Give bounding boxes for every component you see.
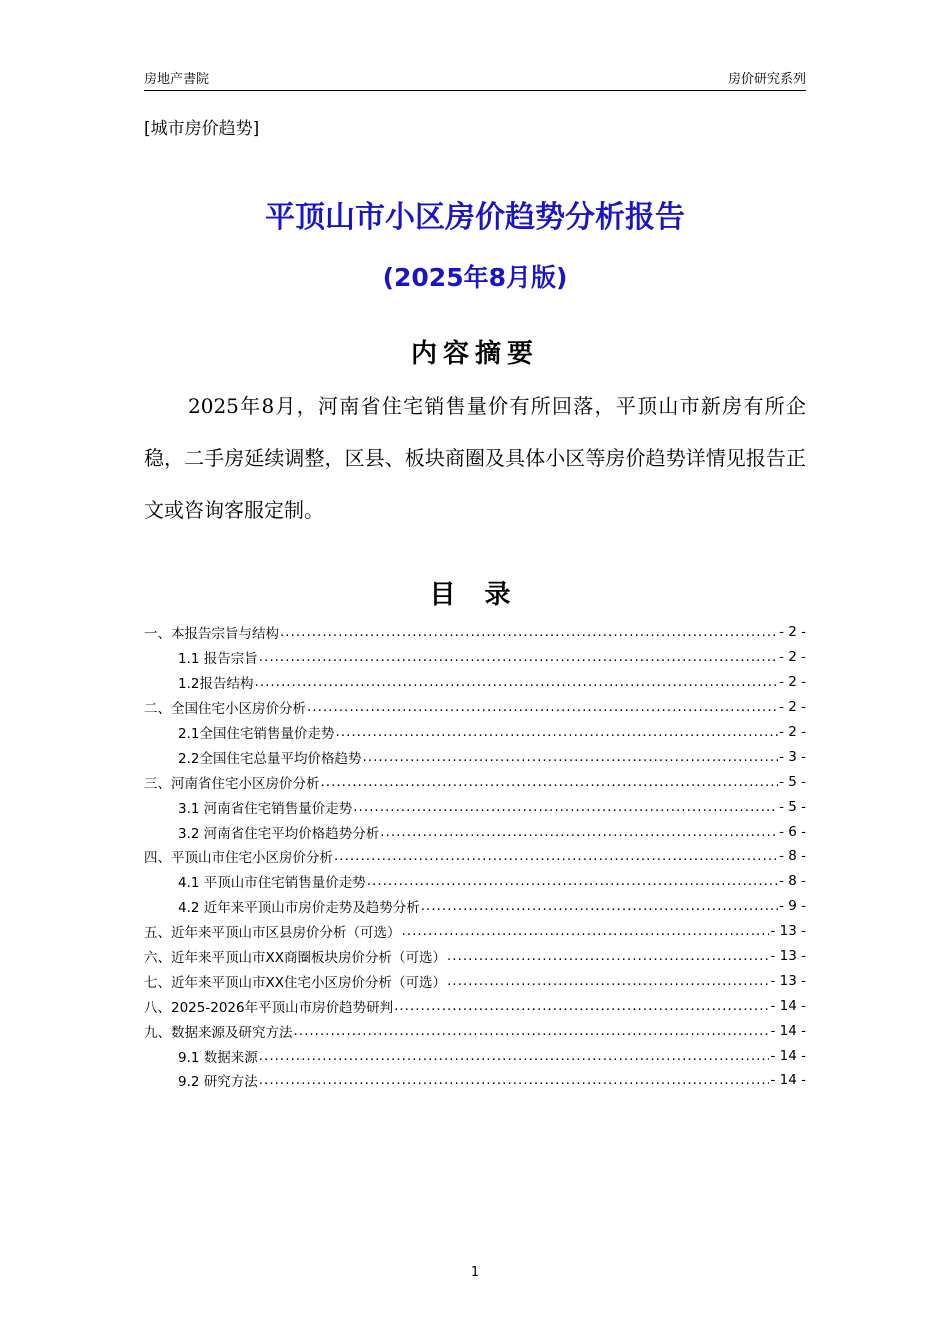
toc-entry[interactable] <box>144 944 806 969</box>
report-title: 平顶山市小区房价趋势分析报告 <box>265 200 685 235</box>
toc-leader-dots <box>280 624 778 640</box>
toc-entry-page: - 9 - <box>779 898 806 915</box>
toc-entry-label: 4.1 平顶山市住宅销售量价走势 <box>178 875 366 892</box>
toc-leader-dots <box>402 923 770 939</box>
page-number: 1 <box>470 1265 480 1280</box>
toc-leader-dots <box>259 1072 770 1088</box>
toc-entry[interactable] <box>144 645 806 670</box>
toc-entry[interactable] <box>144 844 806 869</box>
toc-entry-page: - 14 - <box>770 1072 806 1089</box>
header-right-text: 房价研究系列 <box>727 72 806 87</box>
toc-leader-dots <box>334 848 778 864</box>
toc-entry-page: - 3 - <box>779 748 806 765</box>
toc-leader-dots <box>362 749 778 765</box>
report-subtitle: (2025年8月版) <box>382 263 568 292</box>
toc-entry-page: - 6 - <box>779 823 806 840</box>
toc-entry[interactable] <box>144 1043 806 1068</box>
toc-entry[interactable] <box>144 919 806 944</box>
table-of-contents <box>144 620 806 1093</box>
toc-entry-page: - 8 - <box>779 873 806 890</box>
toc-entry-label: 三、河南省住宅小区房价分析 <box>144 775 320 792</box>
toc-leader-dots <box>367 873 778 889</box>
toc-entry-label: 2.1全国住宅销售量价走势 <box>178 726 335 742</box>
toc-entry-page: - 13 - <box>770 948 806 965</box>
toc-entry-label: 9.2 研究方法 <box>178 1074 258 1091</box>
page-header <box>144 66 806 91</box>
toc-entry[interactable] <box>144 720 806 745</box>
toc-entry-page: - 14 - <box>770 1022 806 1039</box>
toc-entry-label: 1.1 报告宗旨 <box>178 651 258 668</box>
toc-leader-dots <box>335 724 778 740</box>
toc-entry[interactable] <box>144 993 806 1018</box>
toc-entry-page: - 14 - <box>770 997 806 1014</box>
toc-entry[interactable] <box>144 869 806 894</box>
toc-entry-page: - 5 - <box>779 798 806 815</box>
toc-entry[interactable] <box>144 894 806 919</box>
toc-entry-page: - 2 - <box>779 649 806 666</box>
toc-entry-label: 1.2报告结构 <box>178 676 254 693</box>
toc-leader-dots <box>294 1023 770 1039</box>
toc-entry-label: 3.2 河南省住宅平均价格趋势分析 <box>178 825 380 842</box>
toc-entry-label: 七、近年来平顶山市XX住宅小区房价分析（可选） <box>144 974 446 991</box>
toc-entry-label: 4.2 近年来平顶山市房价走势及趋势分析 <box>178 900 420 917</box>
toc-leader-dots <box>394 998 769 1014</box>
toc-entry-page: - 2 - <box>779 699 806 716</box>
toc-entry-page: - 5 - <box>779 773 806 790</box>
toc-entry[interactable] <box>144 968 806 993</box>
toc-entry-page: - 2 - <box>779 674 806 691</box>
toc-entry-label: 一、本报告宗旨与结构 <box>144 626 279 643</box>
toc-entry-page: - 2 - <box>779 624 806 641</box>
toc-leader-dots <box>321 774 779 790</box>
toc-entry-label: 二、全国住宅小区房价分析 <box>144 701 306 718</box>
toc-entry[interactable] <box>144 620 806 645</box>
toc-leader-dots <box>447 948 769 964</box>
toc-entry[interactable] <box>144 1068 806 1093</box>
toc-leader-dots <box>259 649 778 665</box>
toc-entry-label: 四、平顶山市住宅小区房价分析 <box>144 850 333 867</box>
toc-leader-dots <box>353 799 778 815</box>
abstract-heading: 内容摘要 <box>410 339 539 369</box>
toc-entry-page: - 13 - <box>770 972 806 989</box>
toc-leader-dots <box>447 973 769 989</box>
toc-entry-label: 3.1 河南省住宅销售量价走势 <box>178 800 353 817</box>
toc-entry-label: 八、2025-2026年平顶山市房价趋势研判 <box>144 999 394 1016</box>
toc-entry[interactable] <box>144 794 806 819</box>
toc-entry[interactable] <box>144 744 806 769</box>
toc-entry[interactable] <box>144 819 806 844</box>
toc-leader-dots <box>254 674 778 690</box>
toc-entry-label: 六、近年来平顶山市XX商圈板块房价分析（可选） <box>144 950 446 967</box>
toc-leader-dots <box>421 898 778 914</box>
toc-entry-page: - 13 - <box>770 923 806 940</box>
toc-entry[interactable] <box>144 670 806 695</box>
header-left-text: 房地产書院 <box>144 72 210 87</box>
toc-entry-label: 9.1 数据来源 <box>178 1049 258 1066</box>
toc-entry-label: 五、近年来平顶山市区县房价分析（可选） <box>144 925 401 942</box>
toc-heading: 目 录 <box>429 580 521 610</box>
toc-entry-page: - 14 - <box>770 1047 806 1064</box>
toc-leader-dots <box>380 824 778 840</box>
toc-entry-label: 2.2全国住宅总量平均价格趋势 <box>178 750 362 767</box>
toc-entry-page: - 2 - <box>779 724 806 740</box>
toc-entry-label: 九、数据来源及研究方法 <box>144 1024 293 1041</box>
toc-leader-dots <box>259 1048 770 1064</box>
abstract-text: 2025年8月，河南省住宅销售量价有所回落，平顶山市新房有所企稳，二手房延续调整，区县、板块商圈及具体小区等房价趋势详情见报告正文或咨询客服定制。 <box>144 394 806 522</box>
category-tag: [城市房价趋势] <box>144 119 260 139</box>
toc-entry-page: - 8 - <box>779 848 806 865</box>
toc-entry[interactable] <box>144 769 806 794</box>
toc-entry[interactable] <box>144 695 806 720</box>
toc-entry[interactable] <box>144 1018 806 1043</box>
toc-leader-dots <box>307 699 778 715</box>
